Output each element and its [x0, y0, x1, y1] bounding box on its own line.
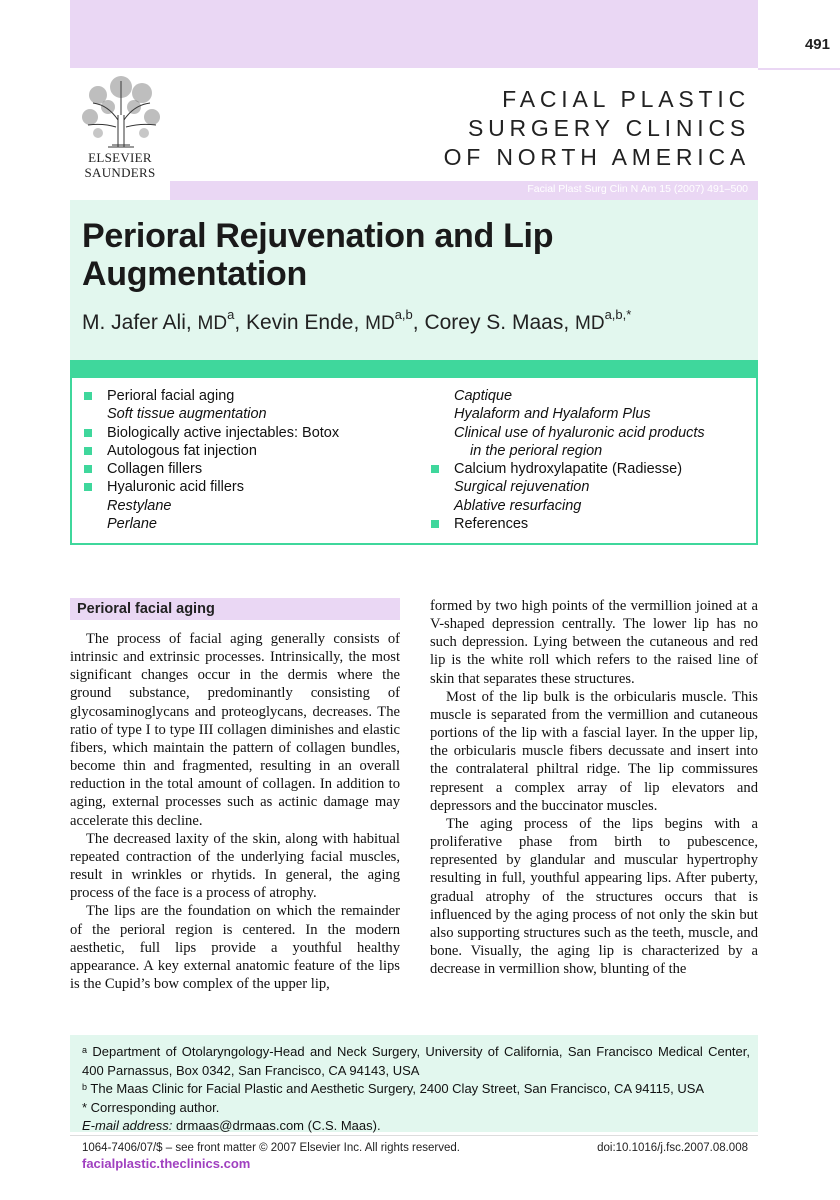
outline-item-label: Clinical use of hyaluronic acid products — [454, 424, 705, 441]
journal-line-3: OF NORTH AMERICA — [443, 144, 750, 170]
footnote-b — [82, 1080, 750, 1099]
square-bullet-icon — [431, 520, 439, 528]
outline-item-label: Surgical rejuvenation — [454, 479, 590, 496]
email-line — [82, 1117, 750, 1136]
journal-line-2: SURGERY CLINICS — [467, 115, 750, 141]
paragraph: The aging process of the lips begins with a proliferative phase from birth to pubescence, represented by glandular and muscular hypertrophy resulting in full, youthful appearing lips. After puberty, gradual atrophy of the structures occurs that is influenced by the aging process of not only the skin but also supporting structures such as the teeth, muscle, and bone. Visually, the aging lip is characterized by a decrease in vermillion show, blunting of the — [430, 815, 758, 978]
outline-item-label: Hyaluronic acid fillers — [107, 479, 244, 496]
outline-item-label: Hyalaform and Hyalaform Plus — [454, 406, 651, 423]
outline-item[interactable] — [429, 387, 759, 405]
outline-item-label: Ablative resurfacing — [454, 497, 582, 514]
publisher-name — [70, 150, 170, 180]
page-tab — [758, 0, 840, 70]
outline-item[interactable] — [82, 515, 432, 533]
body-column-right — [430, 597, 758, 978]
citation: Facial Plast Surg Clin N Am 15 (2007) 491–500 — [527, 183, 748, 195]
paragraph: The process of facial aging generally consists of intrinsic and extrinsic processes. Intrinsically, the most significant changes occur in the dermis where the ground substance, predominantly consisting of glycosaminoglycans and proteoglycans, decreases. The ratio of type I to type III collagen diminishes and elastic fibers, which maintain the pattern of collagen bundles, become thin and fragmented, resulting in an overall reduction in the total amount of collagen. In addition to aging, external processes such as actinic damage may accelerate this decline. — [70, 631, 400, 829]
journal-title — [400, 85, 750, 172]
affiliation-a: Department of Otolaryngology-Head and Neck Surgery, University of California, San Francisco Medical Center, 400 Parnassus, Box 0342, San Francisco, CA 94143, USA — [82, 1044, 750, 1078]
author-name: M. Jafer Ali, — [82, 311, 192, 334]
author-affiliation-mark: a — [227, 307, 235, 322]
square-bullet-icon — [84, 447, 92, 455]
outline-item[interactable] — [429, 497, 759, 515]
author-degree: MD — [197, 313, 228, 334]
outline-item-label: Perioral facial aging — [107, 388, 235, 404]
doi[interactable]: doi:10.1016/j.fsc.2007.08.008 — [597, 1142, 748, 1154]
outline-item[interactable] — [429, 515, 759, 533]
email-label: E-mail address: — [82, 1118, 173, 1134]
author-separator: , — [412, 311, 419, 334]
outline-item[interactable] — [82, 460, 432, 478]
author-name: Corey S. Maas, — [424, 311, 570, 334]
author — [424, 307, 632, 334]
paragraph: formed by two high points of the vermillion joined at a V-shaped depression centrally. The lower lip has no such depression. Lying between the cutaneous and red lip is the white roll which refers to the raised line of skin that separates these structures. — [430, 598, 758, 687]
author-separator: , — [234, 311, 241, 334]
author-list — [82, 307, 762, 335]
square-bullet-icon — [84, 429, 92, 437]
outline-item-label: Restylane — [107, 497, 172, 514]
square-bullet-icon — [84, 465, 92, 473]
author-affiliation-mark: a,b — [394, 307, 413, 322]
outline-item-label: Perlane — [107, 516, 157, 533]
outline-item[interactable] — [82, 497, 432, 515]
outline-column-2 — [429, 387, 759, 533]
author-degree: MD — [365, 313, 395, 334]
author-name: Kevin Ende, — [246, 311, 360, 334]
outline-item[interactable] — [82, 424, 432, 442]
section-heading: Perioral facial aging — [77, 601, 215, 617]
outline-item-label: in the perioral region — [470, 442, 603, 459]
outline-item[interactable] — [429, 405, 759, 423]
outline-item[interactable] — [82, 405, 432, 423]
footnotes — [82, 1043, 750, 1136]
header-band — [70, 0, 758, 68]
square-bullet-icon — [84, 392, 92, 400]
outline-item[interactable] — [429, 424, 759, 442]
outline-item-label: Calcium hydroxylapatite (Radiesse) — [454, 461, 683, 478]
author-affiliation-mark: a,b,* — [604, 307, 632, 322]
footnote-a — [82, 1043, 750, 1080]
outline-item[interactable] — [429, 478, 759, 496]
footer-rule — [70, 1135, 758, 1136]
email-address[interactable]: drmaas@drmaas.com (C.S. Maas). — [175, 1118, 381, 1134]
outline-item-label: Collagen fillers — [107, 461, 203, 478]
article-title: Perioral Rejuvenation and Lip Augmentation — [82, 217, 554, 293]
outline-item-label: Captique — [454, 388, 513, 404]
author — [246, 307, 419, 334]
issn-line: 1064-7406/07/$ – see front matter © 2007 Elsevier Inc. All rights reserved. — [82, 1142, 460, 1154]
outline-column-1 — [82, 387, 432, 533]
journal-line-1: FACIAL PLASTIC — [502, 86, 750, 112]
journal-website-link[interactable]: facialplastic.theclinics.com — [82, 1156, 251, 1171]
publisher-line-2: SAUNDERS — [84, 165, 156, 180]
author — [82, 307, 241, 334]
outline-item-label: References — [454, 516, 529, 533]
outline-item-label: Soft tissue augmentation — [107, 406, 267, 423]
outline-item[interactable] — [82, 478, 432, 496]
page-tab-rule — [758, 68, 840, 70]
publisher-line-1: ELSEVIER — [88, 150, 152, 165]
paragraph: The decreased laxity of the skin, along with habitual repeated contraction of the underlying facial muscles, result in wrinkles or rhytids. In general, the aging process of the face is a process of atrophy. — [70, 830, 400, 902]
outline-item-label: Biologically active injectables: Botox — [107, 424, 340, 441]
outline-item[interactable] — [82, 387, 432, 405]
body-column-left — [70, 630, 400, 993]
footnote-mark: a — [82, 1045, 88, 1055]
square-bullet-icon — [84, 483, 92, 491]
corresponding-author: * Corresponding author. — [82, 1099, 220, 1115]
page-number: 491 — [804, 36, 830, 53]
outline-header-bar — [70, 360, 758, 378]
outline-item-label: Autologous fat injection — [107, 442, 257, 459]
footnote-mark: b — [82, 1082, 88, 1093]
outline-item[interactable] — [429, 460, 759, 478]
square-bullet-icon — [431, 465, 439, 473]
paragraph: The lips are the foundation on which the remainder of the perioral region is centered. In the modern aesthetic, full lips provide a youthful healthy appearance. A key external anatomic feature of the lips is the Cupid’s bow complex of the upper lip, — [70, 903, 400, 992]
author-degree: MD — [575, 313, 605, 334]
outline-item[interactable] — [82, 442, 432, 460]
outline-item[interactable] — [429, 442, 759, 460]
affiliation-b: The Maas Clinic for Facial Plastic and Aesthetic Surgery, 2400 Clay Street, San Francisco, CA 94115, USA — [90, 1081, 705, 1097]
paragraph: Most of the lip bulk is the orbicularis muscle. This muscle is separated from the vermillion and cutaneous portions of the lip with a fascial layer. In the upper lip, the orbicularis muscle fibers decussate and insert into the contralateral philtral ridge. The lip commissures represent a complex array of lip elevators and depressors and the buccinator muscles. — [430, 688, 758, 814]
